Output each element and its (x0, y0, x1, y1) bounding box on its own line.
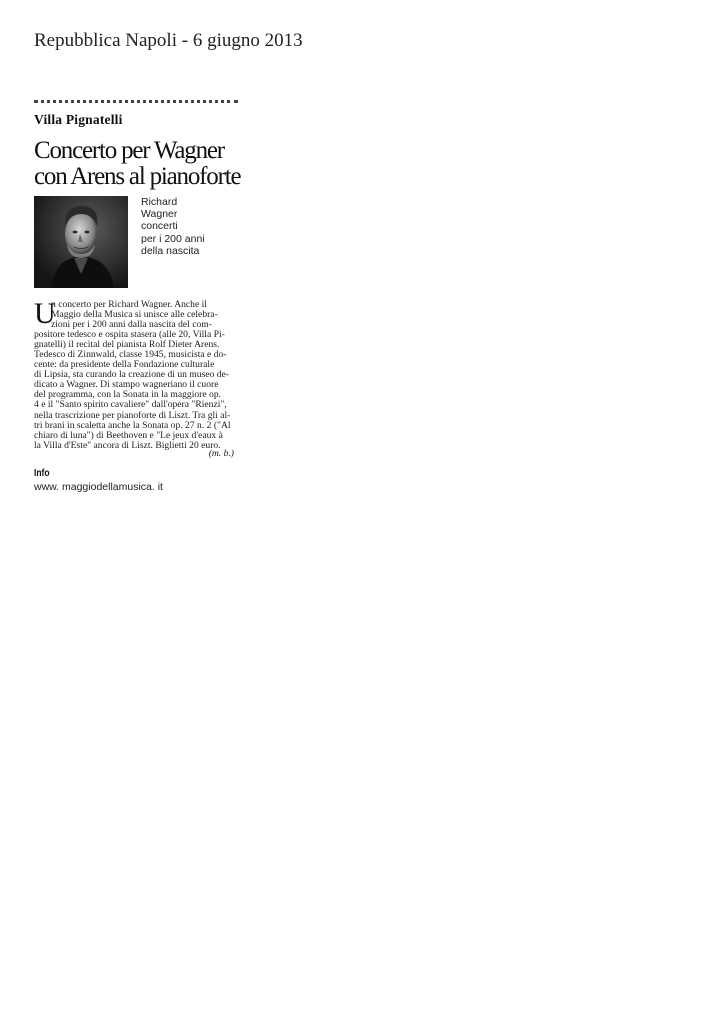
body-line: n concerto per Richard Wagner. Anche il (51, 299, 207, 310)
body-line: Maggio della Musica si unisce alle celebra- (51, 309, 218, 321)
body-line: di Lipsia, sta curando la creazione di un museo de- (34, 369, 230, 381)
body-line: tri brani in scaletta anche la Sonata op. 27 n. 2 ("Al (34, 419, 231, 431)
author-signature: (m. b.) (208, 448, 234, 459)
caption-line: della nascita (141, 244, 200, 257)
body-line: chiaro di luna") di Beethoven e "Le jeux d'eaux à (34, 429, 223, 441)
caption-line: concerti (141, 220, 178, 233)
body-line: zioni per i 200 anni dalla nascita del com- (51, 319, 212, 331)
dotted-divider (34, 100, 238, 103)
article-kicker: Villa Pignatelli (34, 112, 123, 127)
body-line: Tedesco di Zinnwald, classe 1945, musicista e do- (34, 349, 227, 361)
photo-caption (141, 196, 241, 257)
portrait-icon (34, 196, 128, 288)
drop-cap: U (34, 297, 56, 330)
article-headline (34, 138, 244, 190)
body-line: gnatelli) il recital del pianista Rolf Dieter Arens. (34, 339, 220, 351)
article-body (34, 297, 238, 451)
caption-line: Wagner (141, 208, 178, 221)
wagner-portrait-photo (34, 196, 128, 288)
newspaper-source-header: Repubblica Napoli - 6 giugno 2013 (34, 30, 303, 51)
headline-line-2: con Arens al pianoforte (34, 163, 241, 190)
body-line: positore tedesco e ospita stasera (alle 20, Villa Pi- (34, 329, 225, 341)
headline-line-1: Concerto per Wagner (34, 137, 224, 164)
body-line: del programma, con la Sonata in la maggiore op. (34, 389, 222, 401)
body-line: cente: da presidente della Fondazione culturale (34, 359, 215, 371)
caption-line: per i 200 anni (141, 232, 205, 245)
body-line: nella trascrizione per pianoforte di Liszt. Tra gli al- (34, 409, 231, 421)
info-label: Info (34, 468, 50, 479)
body-line: la Villa d'Este" ancora di Liszt. Biglietti 20 euro. (34, 439, 221, 451)
body-line: 4 e il "Santo spirito cavaliere" dall'opera "Rienzi", (34, 399, 227, 411)
body-line: dicato a Wagner. Di stampo wagneriano il cuore (34, 379, 219, 391)
info-url: www. maggiodellamusica. it (34, 481, 163, 493)
caption-line: Richard (141, 196, 178, 208)
